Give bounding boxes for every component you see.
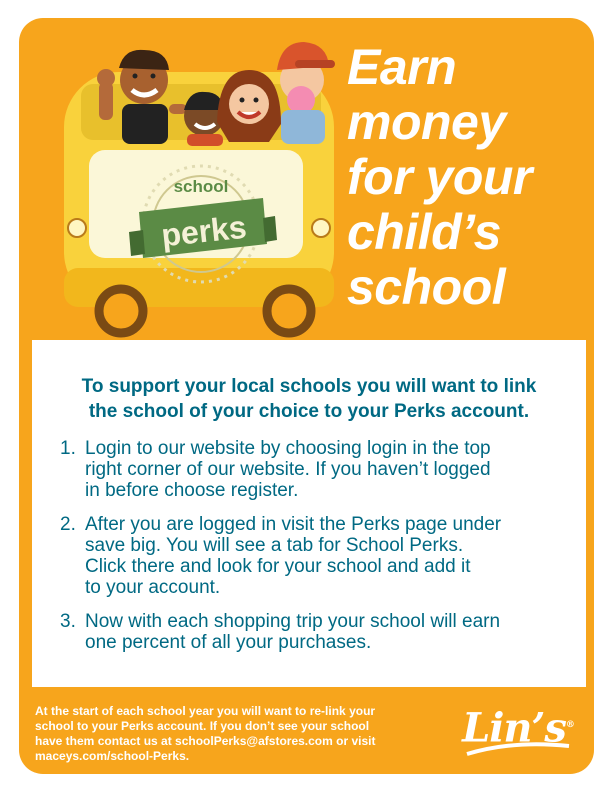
wheel-left [99, 289, 143, 333]
headline-line-2: money [347, 94, 506, 150]
logo-wordmark: Lin’s [462, 704, 566, 752]
step-number: 2. [60, 514, 76, 535]
headlight-right [312, 219, 330, 237]
flyer [19, 18, 594, 774]
badge-main-text: perks [159, 208, 249, 254]
hero-section [19, 18, 594, 340]
intro-line-2: the school of your choice to your Perks account. [88, 401, 530, 422]
step-text: Login to our website by choosing login in the top right corner of our website. If you haven’t logged in before choose register. [85, 438, 491, 501]
step-item-1 [32, 438, 586, 501]
logo-text [453, 702, 583, 751]
wheel-right [267, 289, 311, 333]
intro-line-1: To support your local schools you will want to link [81, 376, 537, 397]
logo-trademark: ® [565, 720, 574, 730]
steps-list [32, 438, 586, 653]
headline-line-5: school [347, 259, 506, 315]
intro-text [32, 374, 586, 424]
step-text: Now with each shopping trip your school will earn one percent of all your purchases. [85, 611, 501, 653]
footer-note: At the start of each school year you will want to re-link your school to your Perks account. If you don’t see your school have them contact us at schoolPerks@afstores.com or visit maceys.com/school-Perks. [35, 704, 376, 763]
instructions-panel [32, 340, 586, 687]
step-item-3 [32, 611, 586, 653]
step-number: 1. [60, 438, 76, 459]
step-item-2 [32, 514, 586, 598]
headline-line-3: for your [347, 149, 532, 205]
step-number: 3. [60, 611, 76, 632]
lins-logo [453, 696, 583, 766]
headline [347, 40, 587, 315]
headlight-left [68, 219, 86, 237]
headline-line-4: child’s [347, 204, 501, 260]
headline-line-1: Earn [347, 39, 457, 95]
badge-top-text: school [173, 177, 229, 196]
step-text: After you are logged in visit the Perks page under save big. You will see a tab for School Perks. Click there and look for your school and add it to your account. [85, 514, 502, 598]
